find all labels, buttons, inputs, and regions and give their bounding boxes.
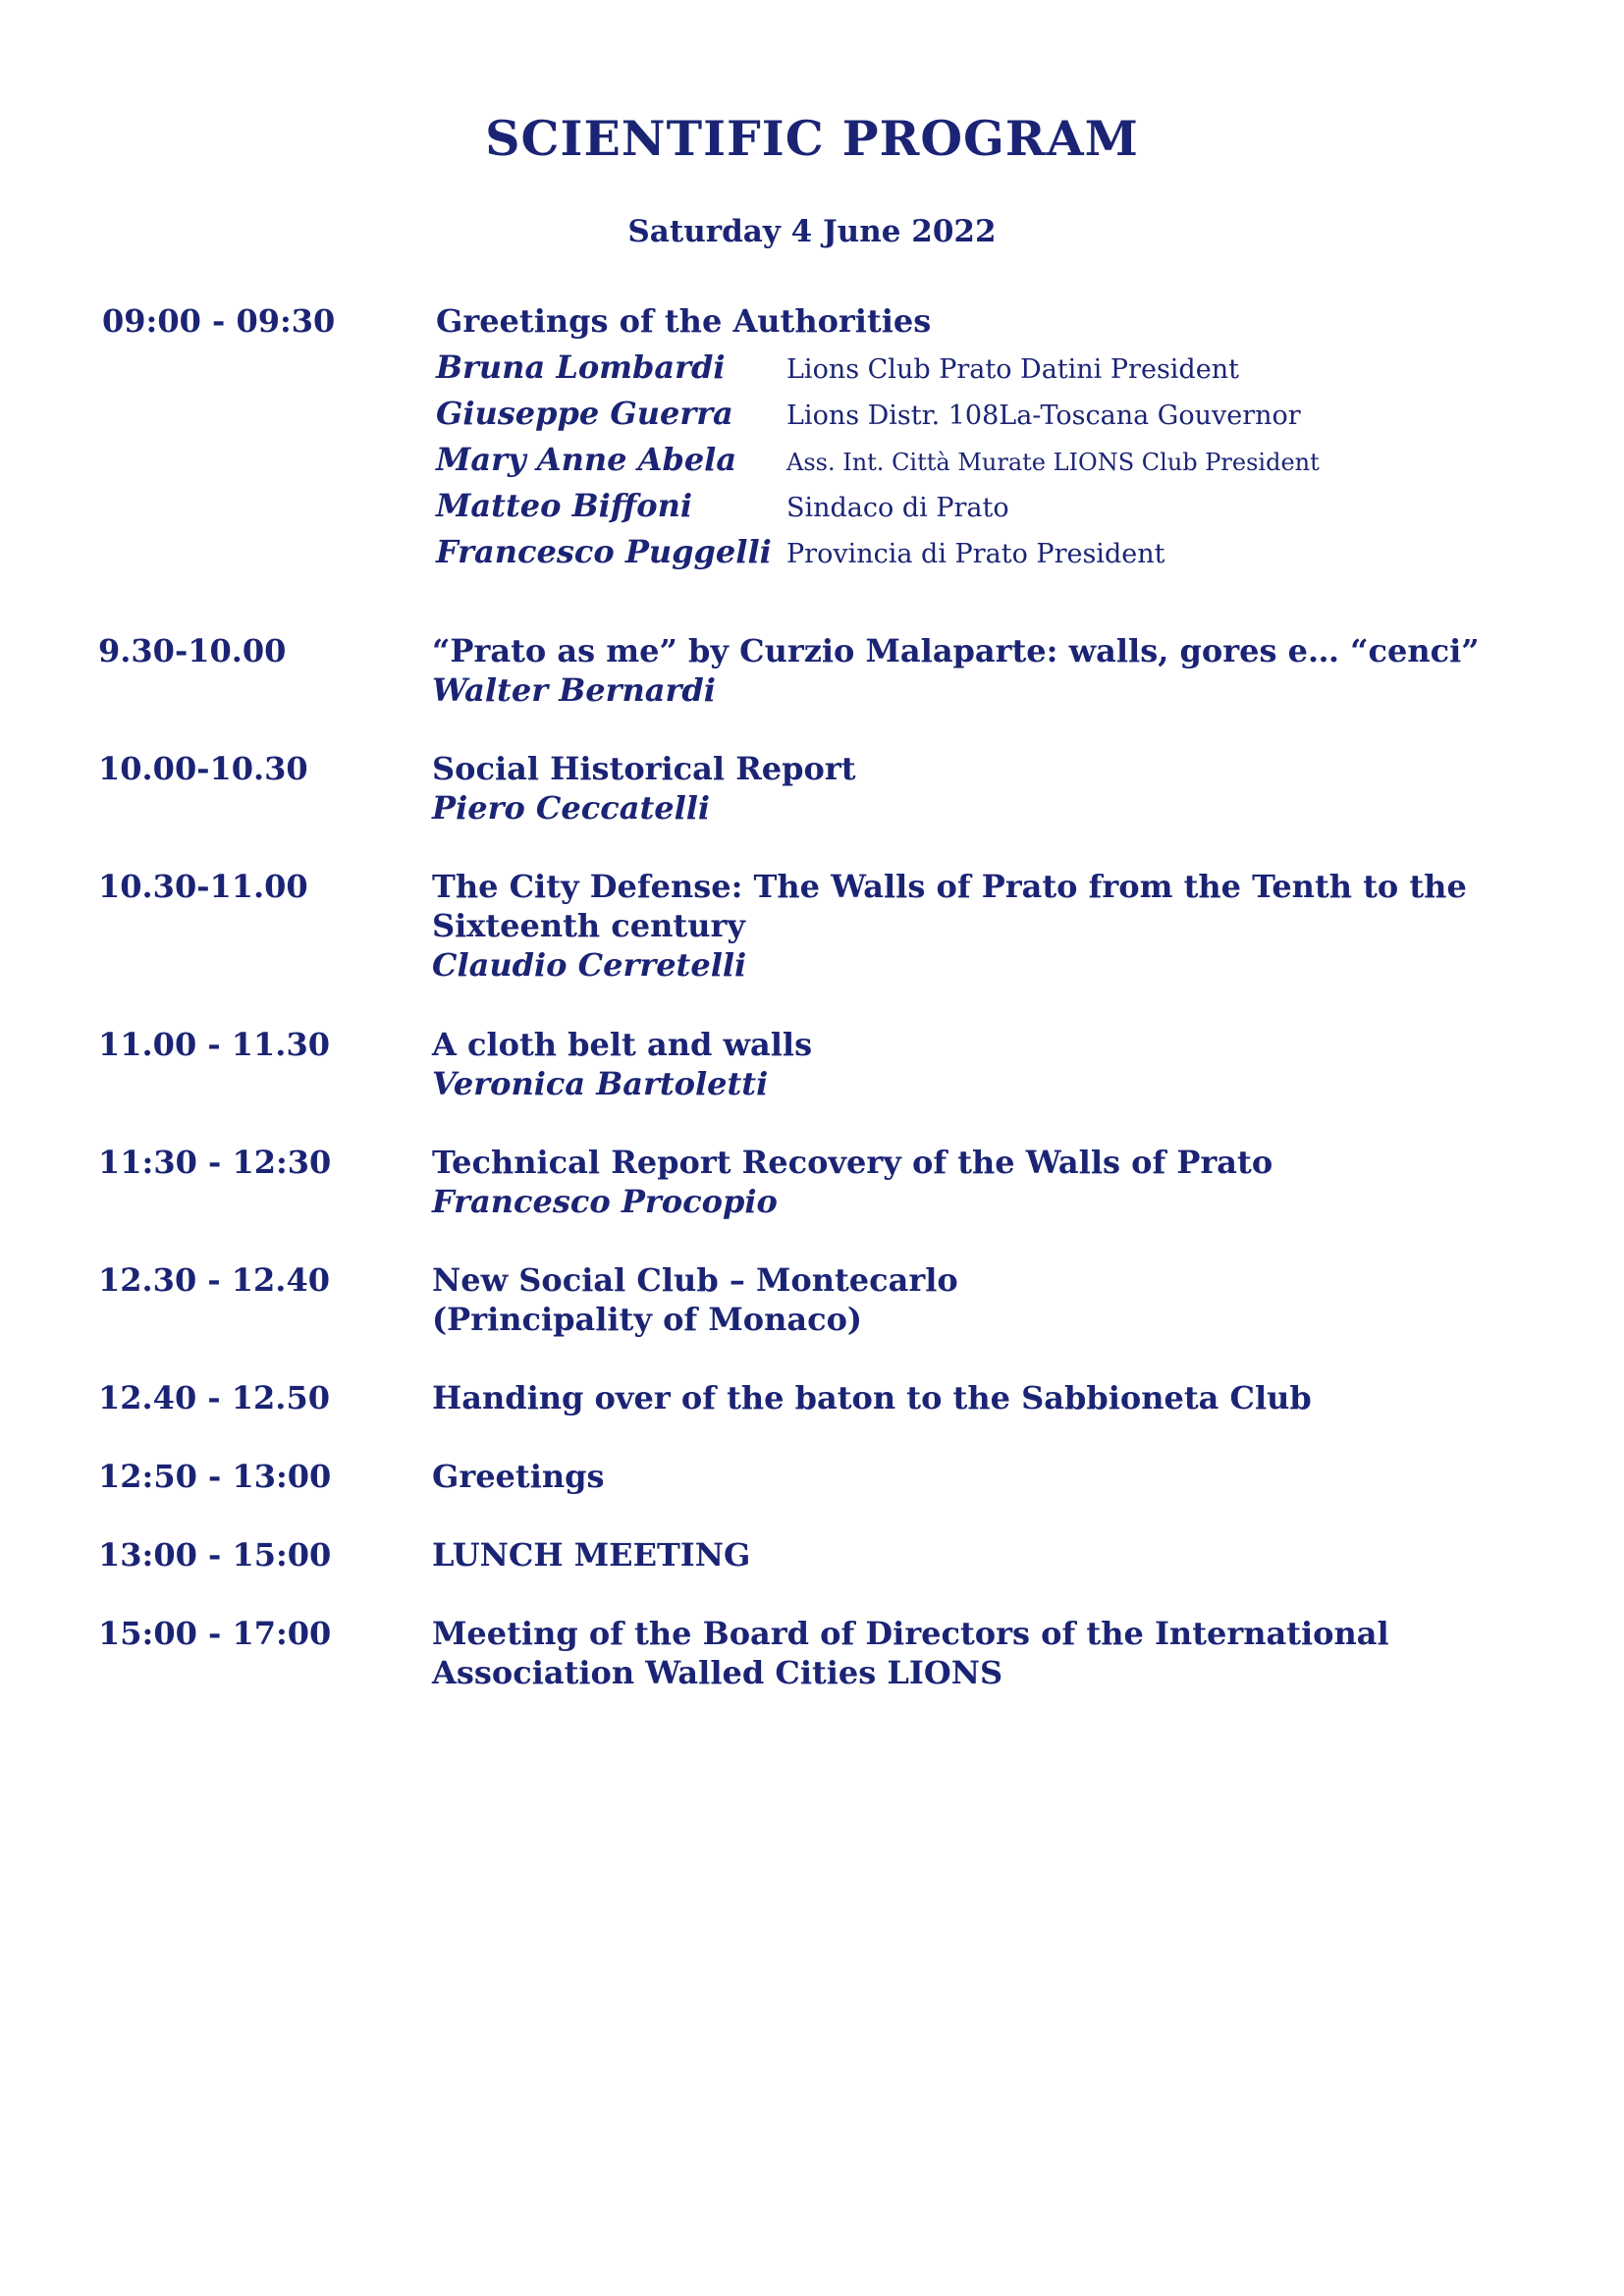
session-time: 12:50 - 13:00 bbox=[98, 1458, 332, 1495]
session-time: 13:00 - 15:00 bbox=[98, 1536, 332, 1574]
session-title: Meeting of the Board of Directors of the International bbox=[432, 1615, 1389, 1652]
session-title: Greetings bbox=[432, 1458, 605, 1495]
page-title: SCIENTIFIC PROGRAM bbox=[485, 110, 1139, 167]
session-title: A cloth belt and walls bbox=[432, 1026, 813, 1063]
session-time: 10.00-10.30 bbox=[98, 750, 308, 787]
authority-name: Mary Anne Abela bbox=[436, 441, 737, 478]
session-title: Handing over of the baton to the Sabbioneta Club bbox=[432, 1379, 1312, 1416]
session-speaker: Veronica Bartoletti bbox=[432, 1065, 769, 1102]
session-speaker: Claudio Cerretelli bbox=[432, 946, 747, 984]
authority-role: Lions Distr. 108La-Toscana Gouvernor bbox=[786, 400, 1301, 431]
session-title: Technical Report Recovery of the Walls of Prato bbox=[432, 1144, 1273, 1181]
session-time: 12.40 - 12.50 bbox=[98, 1379, 330, 1416]
session-speaker: Piero Ceccatelli bbox=[432, 789, 711, 827]
session-title: (Principality of Monaco) bbox=[432, 1301, 863, 1338]
session-title: “Prato as me” by Curzio Malaparte: walls, gores e… “cenci” bbox=[432, 632, 1480, 669]
session-time: 15:00 - 17:00 bbox=[98, 1615, 332, 1652]
session-speaker: Walter Bernardi bbox=[432, 671, 716, 709]
authority-role: Ass. Int. Città Murate LIONS Club President bbox=[786, 449, 1320, 476]
session-title: Sixteenth century bbox=[432, 907, 745, 944]
authority-role: Provincia di Prato President bbox=[786, 539, 1165, 569]
session-title: New Social Club – Montecarlo bbox=[432, 1261, 958, 1299]
session-time: 11:30 - 12:30 bbox=[98, 1144, 332, 1181]
authority-role: Sindaco di Prato bbox=[786, 493, 1009, 523]
page-date: Saturday 4 June 2022 bbox=[627, 214, 997, 249]
session-time: 9.30-10.00 bbox=[98, 632, 287, 669]
session-title: LUNCH MEETING bbox=[432, 1536, 751, 1574]
authority-name: Giuseppe Guerra bbox=[436, 395, 733, 432]
session-time: 12.30 - 12.40 bbox=[98, 1261, 330, 1299]
session-speaker: Francesco Procopio bbox=[432, 1183, 778, 1220]
authority-role: Lions Club Prato Datini President bbox=[786, 354, 1239, 385]
authority-name: Francesco Puggelli bbox=[436, 533, 772, 570]
session-title: The City Defense: The Walls of Prato from the Tenth to the bbox=[432, 868, 1467, 905]
session-title: Social Historical Report bbox=[432, 750, 856, 787]
session-time: 11.00 - 11.30 bbox=[98, 1026, 330, 1063]
session-time: 10.30-11.00 bbox=[98, 868, 308, 905]
authority-name: Matteo Biffoni bbox=[436, 487, 692, 524]
greetings-time: 09:00 - 09:30 bbox=[102, 302, 336, 340]
authority-name: Bruna Lombardi bbox=[436, 348, 726, 386]
session-title: Association Walled Cities LIONS bbox=[432, 1654, 1003, 1691]
greetings-title: Greetings of the Authorities bbox=[436, 302, 932, 340]
